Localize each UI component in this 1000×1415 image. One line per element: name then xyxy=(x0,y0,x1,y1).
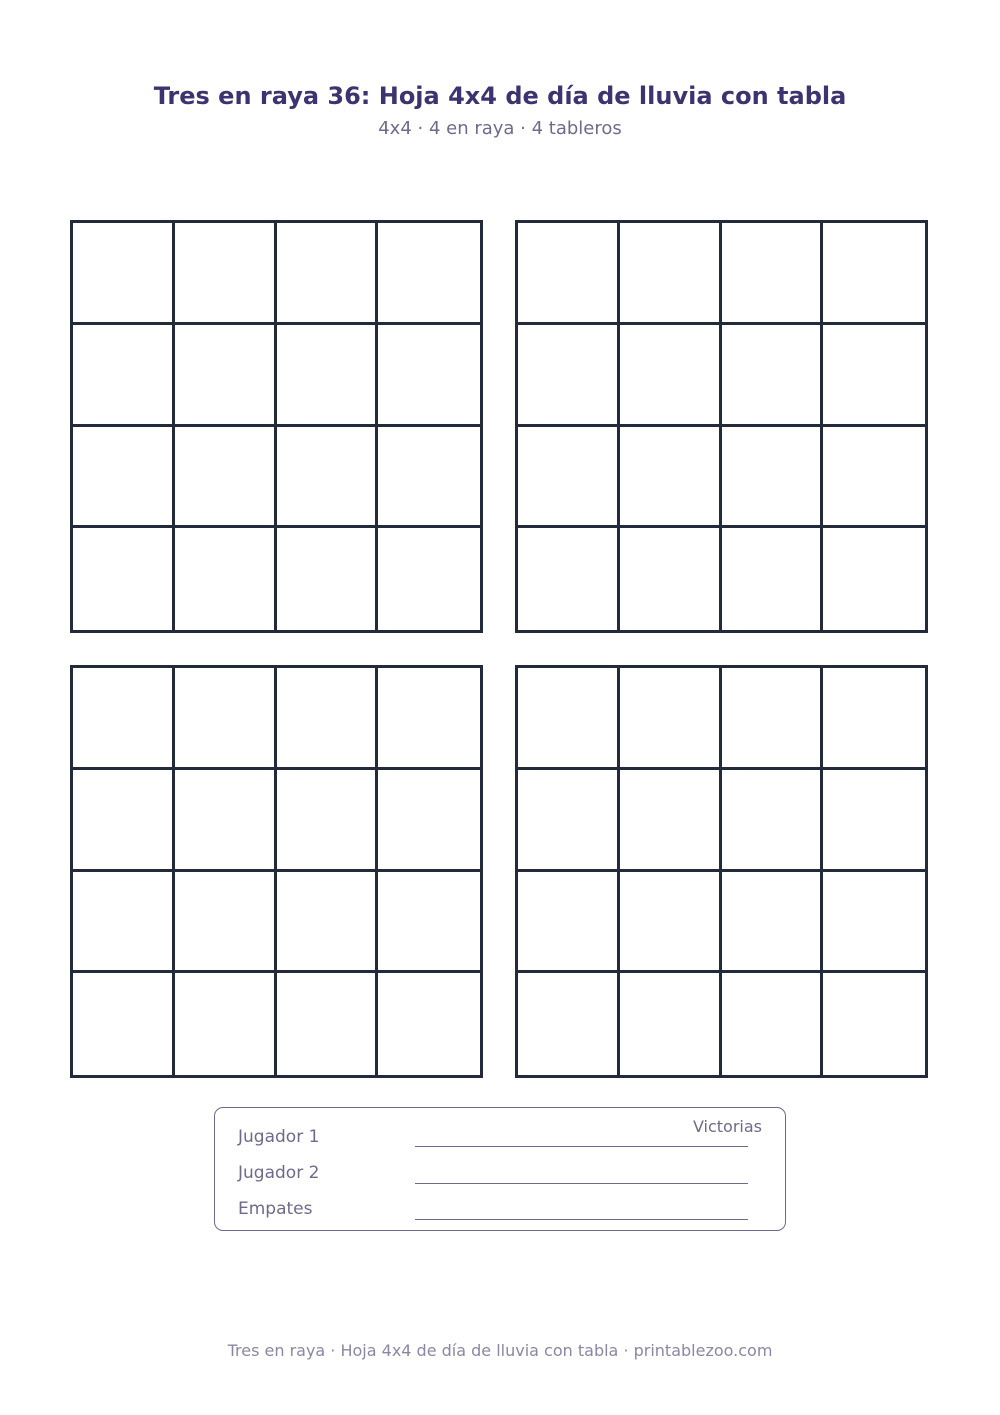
board-1-cell-r2-c3[interactable] xyxy=(277,325,379,427)
board-3-cell-r2-c1[interactable] xyxy=(73,770,175,872)
board-2-cell-r2-c1[interactable] xyxy=(518,325,620,427)
board-2-cell-r1-c3[interactable] xyxy=(722,223,824,325)
page-subtitle: 4x4 · 4 en raya · 4 tableros xyxy=(378,118,622,139)
board-3-cell-r2-c3[interactable] xyxy=(277,770,379,872)
board-4-cell-r4-c3[interactable] xyxy=(722,973,824,1075)
board-1-cell-r1-c4[interactable] xyxy=(378,223,480,325)
board-2-cell-r4-c2[interactable] xyxy=(620,528,722,630)
board-3-cell-r1-c3[interactable] xyxy=(277,668,379,770)
board-2-cell-r2-c4[interactable] xyxy=(823,325,925,427)
board-2-cell-r2-c3[interactable] xyxy=(722,325,824,427)
board-3-cell-r4-c2[interactable] xyxy=(175,973,277,1075)
tic-tac-toe-board-2[interactable] xyxy=(515,220,928,633)
board-1-cell-r3-c3[interactable] xyxy=(277,427,379,529)
tic-tac-toe-board-4[interactable] xyxy=(515,665,928,1078)
board-4-cell-r1-c1[interactable] xyxy=(518,668,620,770)
board-1-cell-r3-c1[interactable] xyxy=(73,427,175,529)
score-line-player-1[interactable] xyxy=(415,1146,748,1147)
board-2-cell-r4-c4[interactable] xyxy=(823,528,925,630)
board-2-cell-r4-c1[interactable] xyxy=(518,528,620,630)
board-1-cell-r2-c4[interactable] xyxy=(378,325,480,427)
board-4-cell-r3-c2[interactable] xyxy=(620,872,722,974)
board-4-cell-r1-c4[interactable] xyxy=(823,668,925,770)
board-4-cell-r2-c3[interactable] xyxy=(722,770,824,872)
board-3-cell-r4-c3[interactable] xyxy=(277,973,379,1075)
score-row-label-draws: Empates xyxy=(238,1199,313,1219)
board-1-cell-r4-c1[interactable] xyxy=(73,528,175,630)
board-1-cell-r4-c3[interactable] xyxy=(277,528,379,630)
board-2-cell-r1-c2[interactable] xyxy=(620,223,722,325)
board-4-cell-r3-c1[interactable] xyxy=(518,872,620,974)
board-1-cell-r2-c2[interactable] xyxy=(175,325,277,427)
page-footer: Tres en raya · Hoja 4x4 de día de lluvia con tabla · printablezoo.com xyxy=(227,1341,773,1360)
score-line-player-2[interactable] xyxy=(415,1183,748,1184)
board-4-cell-r3-c4[interactable] xyxy=(823,872,925,974)
board-3-cell-r4-c4[interactable] xyxy=(378,973,480,1075)
board-1-cell-r1-c2[interactable] xyxy=(175,223,277,325)
score-line-draws[interactable] xyxy=(415,1219,748,1220)
page-title: Tres en raya 36: Hoja 4x4 de día de lluvia con tabla xyxy=(153,82,847,110)
board-4-cell-r2-c2[interactable] xyxy=(620,770,722,872)
board-3-cell-r1-c4[interactable] xyxy=(378,668,480,770)
board-4-cell-r1-c3[interactable] xyxy=(722,668,824,770)
board-3-cell-r2-c2[interactable] xyxy=(175,770,277,872)
score-table xyxy=(214,1107,786,1231)
board-1-cell-r1-c3[interactable] xyxy=(277,223,379,325)
tic-tac-toe-board-3[interactable] xyxy=(70,665,483,1078)
board-1-cell-r4-c4[interactable] xyxy=(378,528,480,630)
board-3-cell-r3-c1[interactable] xyxy=(73,872,175,974)
board-4-cell-r4-c2[interactable] xyxy=(620,973,722,1075)
board-2-cell-r4-c3[interactable] xyxy=(722,528,824,630)
board-1-cell-r1-c1[interactable] xyxy=(73,223,175,325)
board-2-cell-r3-c2[interactable] xyxy=(620,427,722,529)
board-3-cell-r1-c2[interactable] xyxy=(175,668,277,770)
board-1-cell-r3-c4[interactable] xyxy=(378,427,480,529)
board-2-cell-r1-c1[interactable] xyxy=(518,223,620,325)
board-3-cell-r3-c4[interactable] xyxy=(378,872,480,974)
board-1-cell-r4-c2[interactable] xyxy=(175,528,277,630)
score-column-header: Victorias xyxy=(692,1117,762,1136)
board-2-cell-r3-c3[interactable] xyxy=(722,427,824,529)
board-4-cell-r2-c4[interactable] xyxy=(823,770,925,872)
tic-tac-toe-board-1[interactable] xyxy=(70,220,483,633)
board-3-cell-r1-c1[interactable] xyxy=(73,668,175,770)
board-3-cell-r3-c3[interactable] xyxy=(277,872,379,974)
board-2-cell-r3-c1[interactable] xyxy=(518,427,620,529)
board-1-cell-r2-c1[interactable] xyxy=(73,325,175,427)
board-4-cell-r4-c1[interactable] xyxy=(518,973,620,1075)
board-4-cell-r3-c3[interactable] xyxy=(722,872,824,974)
board-2-cell-r2-c2[interactable] xyxy=(620,325,722,427)
board-3-cell-r2-c4[interactable] xyxy=(378,770,480,872)
board-3-cell-r4-c1[interactable] xyxy=(73,973,175,1075)
board-4-cell-r1-c2[interactable] xyxy=(620,668,722,770)
board-3-cell-r3-c2[interactable] xyxy=(175,872,277,974)
board-4-cell-r4-c4[interactable] xyxy=(823,973,925,1075)
board-4-cell-r2-c1[interactable] xyxy=(518,770,620,872)
board-1-cell-r3-c2[interactable] xyxy=(175,427,277,529)
score-row-label-player-1: Jugador 1 xyxy=(238,1127,320,1147)
board-2-cell-r1-c4[interactable] xyxy=(823,223,925,325)
score-row-label-player-2: Jugador 2 xyxy=(238,1163,320,1183)
board-2-cell-r3-c4[interactable] xyxy=(823,427,925,529)
